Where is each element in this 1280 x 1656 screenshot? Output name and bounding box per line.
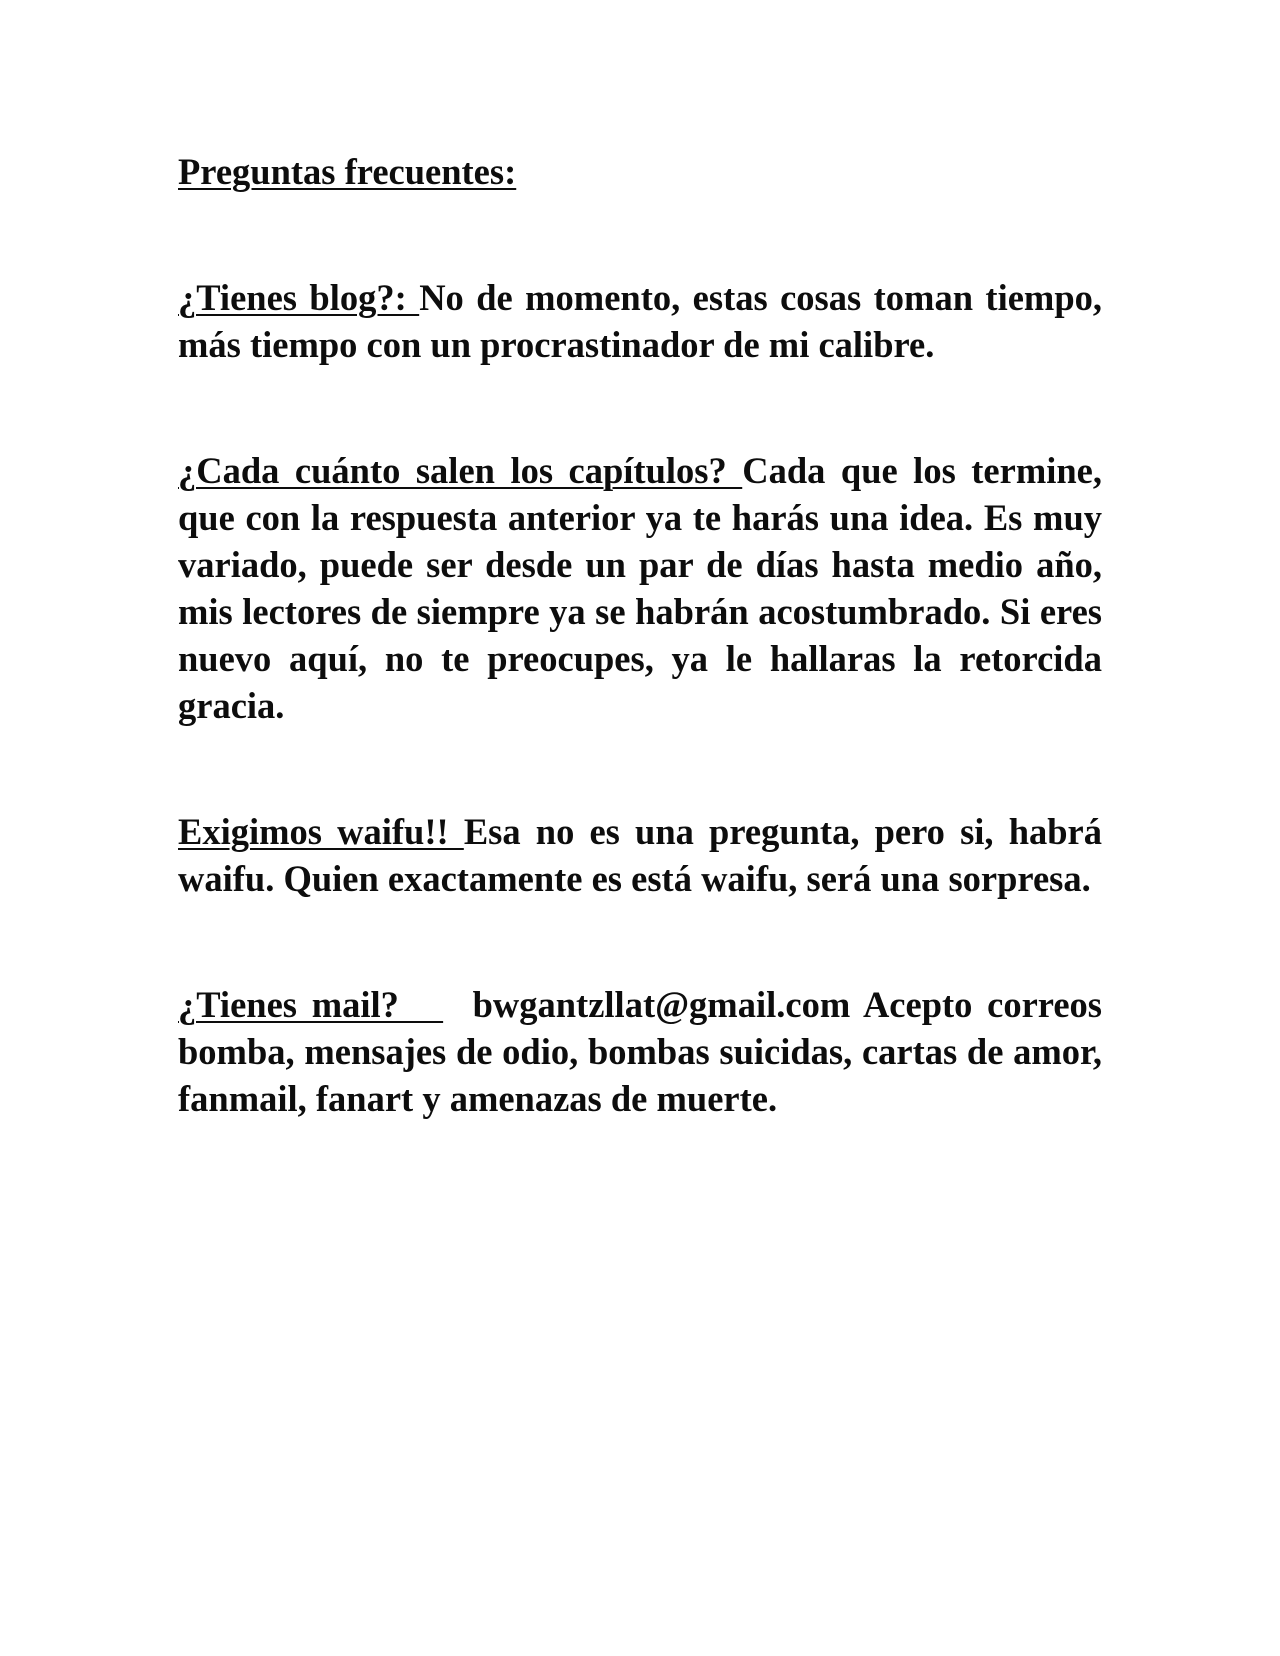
document-body (178, 148, 1112, 1122)
faq-item-blog (178, 274, 1102, 368)
faq-question: ¿Cada cuánto salen los capítulos? (178, 450, 743, 491)
faq-answer: Esa no es una pregunta, pero si, habrá waifu. Quien exactamente es está waifu, será una sorpresa. (178, 811, 1102, 899)
faq-answer: Cada que los termine, que con la respuesta anterior ya te harás una idea. Es muy variado, puede ser desde un par de días hasta medio año, mis lectores de siempre ya se habrán acostumbrado. Si eres nuevo aquí, no te preocupes, ya le hallaras la retorcida gracia. (178, 450, 1103, 726)
faq-question: ¿Tienes blog?: (178, 277, 420, 318)
faq-answer: bwgantzllat@gmail.com Acepto correos bomba, mensajes de odio, bombas suicidas, cartas de amor, fanmail, fanart y amenazas de muerte. (178, 984, 1112, 1119)
faq-answer: No de momento, estas cosas toman tiempo, más tiempo con un procrastinador de mi calibre. (178, 277, 1102, 365)
faq-item-waifu (178, 808, 1102, 902)
faq-question: ¿Tienes mail? (178, 984, 444, 1025)
faq-item-chapters (178, 447, 1102, 729)
page-title: Preguntas frecuentes: (178, 151, 517, 192)
faq-question: Exigimos waifu!! (178, 811, 464, 852)
faq-item-mail (178, 981, 1112, 1122)
